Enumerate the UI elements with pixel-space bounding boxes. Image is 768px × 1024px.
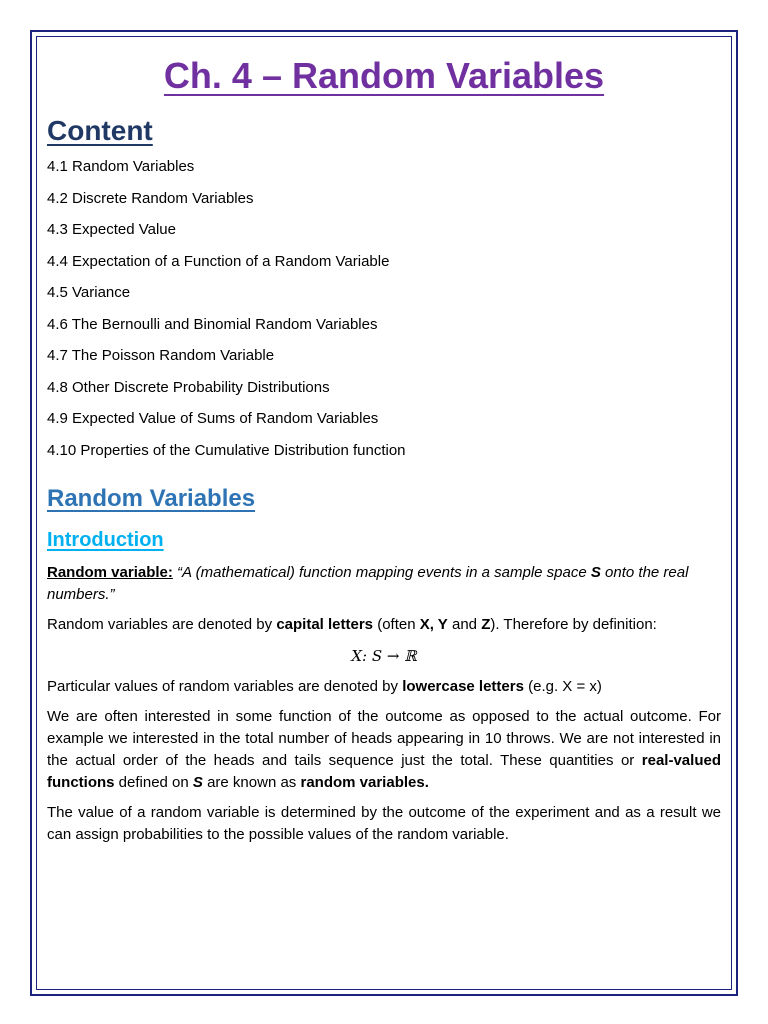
toc-item: 4.10 Properties of the Cumulative Distribution function bbox=[47, 441, 406, 459]
toc-item: 4.8 Other Discrete Probability Distributions bbox=[47, 378, 330, 396]
toc-item: 4.3 Expected Value bbox=[47, 221, 176, 238]
definition-formula: X: S → ℝ bbox=[351, 647, 417, 665]
section-heading: Random Variables bbox=[47, 485, 256, 512]
definition-term: Random variable: bbox=[47, 564, 173, 581]
toc-item: 4.2 Discrete Random Variables bbox=[47, 189, 254, 207]
table-of-contents bbox=[47, 155, 721, 470]
lowercase-paragraph: Particular values of random variables are denoted by lowercase letters (e.g. X = x) bbox=[47, 678, 602, 695]
interest-paragraph: We are often interested in some function of the outcome as opposed to the actual outcome. For example we interested in the total number of heads appearing in 10 throws. We are not interested in the actual order of the heads and tails sequence just the total. These quantities or real-valued functions defined on S are known as random variables. bbox=[47, 708, 721, 791]
definition-paragraph bbox=[47, 562, 721, 606]
chapter-title: Ch. 4 – Random Variables bbox=[163, 55, 605, 96]
page-content bbox=[47, 46, 721, 854]
subsection-heading: Introduction bbox=[47, 529, 164, 551]
toc-item: 4.9 Expected Value of Sums of Random Variables bbox=[47, 410, 379, 427]
toc-item: 4.5 Variance bbox=[47, 284, 131, 301]
toc-item: 4.4 Expectation of a Function of a Random Variable bbox=[47, 252, 390, 270]
definition-text: “A (mathematical) function mapping events in a sample space S onto the real numbers.” bbox=[47, 564, 689, 603]
toc-item: 4.6 The Bernoulli and Binomial Random Variables bbox=[47, 315, 378, 333]
toc-item: 4.1 Random Variables bbox=[47, 158, 195, 175]
notation-paragraph: Random variables are denoted by capital letters (often X, Y and Z). Therefore by definition: bbox=[47, 616, 657, 633]
toc-item: 4.7 The Poisson Random Variable bbox=[47, 347, 275, 364]
contents-heading: Content bbox=[47, 115, 153, 146]
value-paragraph: The value of a random variable is determined by the outcome of the experiment and as a result we can assign probabilities to the possible values of the random variable. bbox=[47, 804, 721, 843]
sample-space-symbol: S bbox=[590, 564, 601, 581]
